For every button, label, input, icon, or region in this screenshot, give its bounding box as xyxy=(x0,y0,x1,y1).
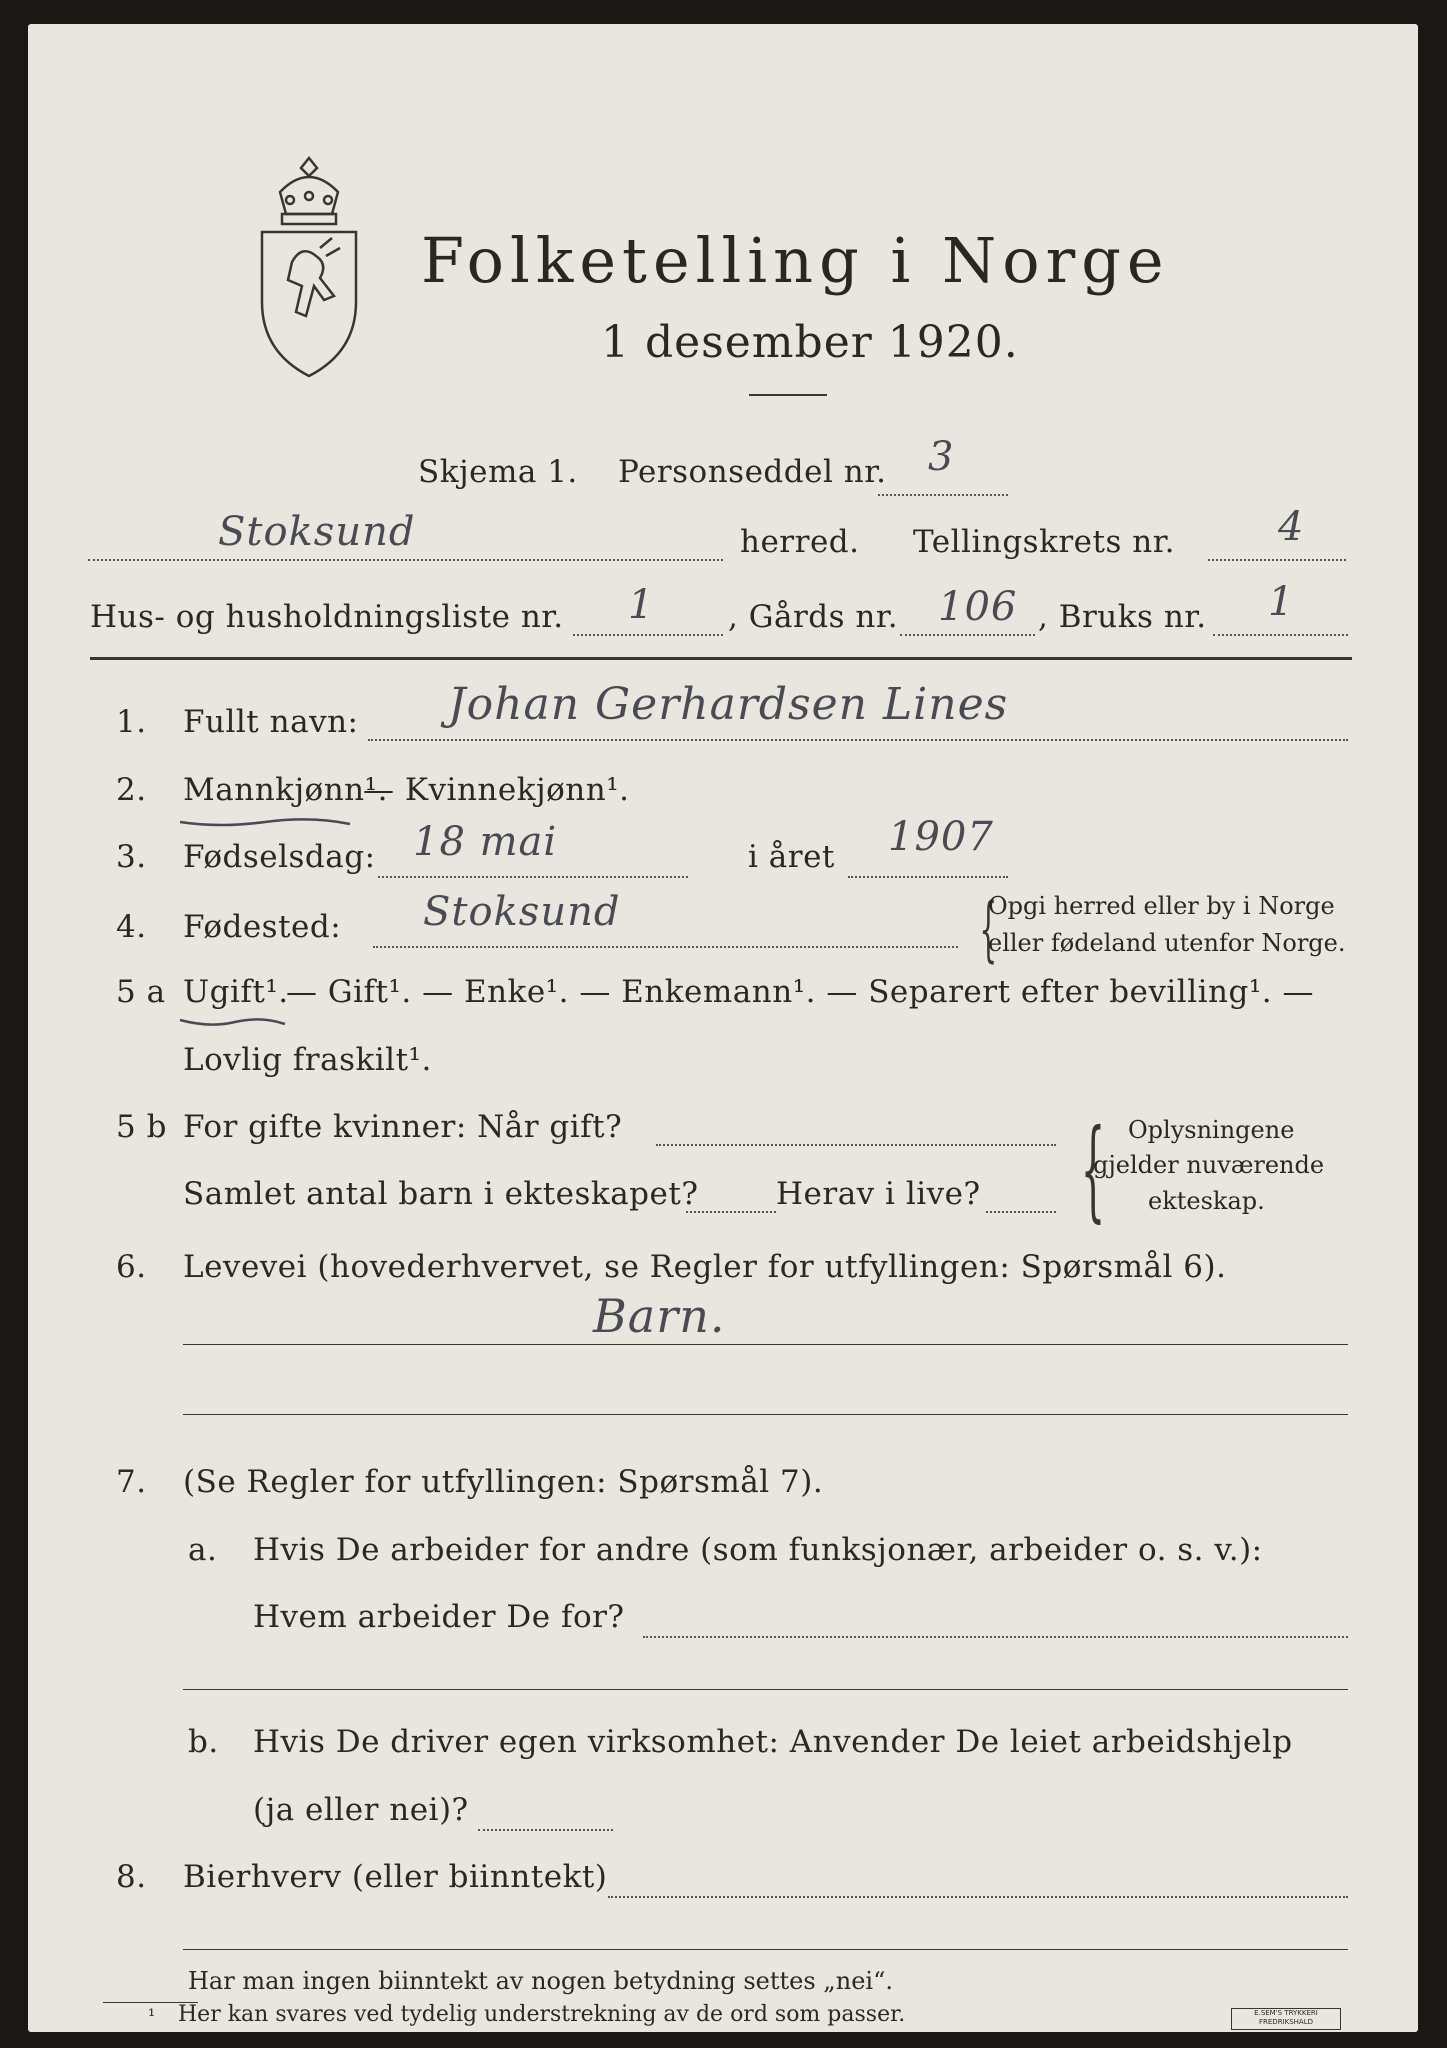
q3-year-value[interactable]: 1907 xyxy=(888,814,994,860)
q4-number: 4. xyxy=(116,909,147,945)
q5b-line2a: Samlet antal barn i ekteskapet? xyxy=(183,1176,699,1212)
q5b-children-field-line xyxy=(686,1211,776,1213)
printer-stamp-line1: E.SEM'S TRYKKERI xyxy=(1254,2009,1318,2017)
q4-field-line xyxy=(373,946,958,948)
q2-number: 2. xyxy=(116,772,147,808)
q2-male-option[interactable]: Mannkjønn¹. xyxy=(183,772,388,808)
q5b-alive-field-line xyxy=(986,1211,1056,1213)
q1-field-line xyxy=(368,739,1348,741)
gards-value[interactable]: 106 xyxy=(938,584,1018,630)
q4-label: Fødested: xyxy=(183,909,342,945)
title-divider xyxy=(749,394,827,396)
footnote-text: Her kan svares ved tydelig understrekning av de ord som passer. xyxy=(178,2002,906,2027)
bruks-field-line xyxy=(1213,634,1348,636)
q8-label: Bierhverv (eller biinntekt) xyxy=(183,1859,608,1895)
gards-field-line xyxy=(900,634,1035,636)
q3-field-line xyxy=(378,876,688,878)
q5a-line2[interactable]: Lovlig fraskilt¹. xyxy=(183,1042,432,1078)
q5b-married-field-line xyxy=(656,1144,1056,1146)
bruks-value[interactable]: 1 xyxy=(1268,579,1295,625)
q5b-note-line3: ekteskap. xyxy=(1148,1187,1265,1215)
q7-number: 7. xyxy=(116,1464,147,1500)
printer-stamp-line2: FREDRIKSHALD xyxy=(1258,2018,1313,2026)
census-form xyxy=(28,24,1418,2032)
q1-label: Fullt navn: xyxy=(183,704,359,740)
q1-value[interactable]: Johan Gerhardsen Lines xyxy=(448,679,1009,730)
q5a-other-options[interactable]: — Gift¹. — Enke¹. — Enkemann¹. — Separert efter bevilling¹. — xyxy=(286,974,1314,1010)
q5a-underline-mark xyxy=(178,1014,288,1028)
q7-label: (Se Regler for utfyllingen: Spørsmål 7). xyxy=(183,1464,824,1500)
schema-label: Skjema 1. xyxy=(418,454,578,490)
q7b-line1: Hvis De driver egen virksomhet: Anvender De leiet arbeidshjelp xyxy=(253,1724,1293,1760)
q8-number: 8. xyxy=(116,1859,147,1895)
q7a-line2: Hvem arbeider De for? xyxy=(253,1599,625,1635)
q5b-note-line2: gjelder nuværende xyxy=(1093,1151,1325,1179)
herred-field-line xyxy=(88,559,723,561)
krets-label: Tellingskrets nr. xyxy=(913,524,1175,560)
herred-value[interactable]: Stoksund xyxy=(218,509,416,555)
q7b-letter: b. xyxy=(188,1724,219,1760)
q8-note: Har man ingen biinntekt av nogen betydning settes „nei“. xyxy=(188,1967,893,1995)
q3-year-label: i året xyxy=(748,839,835,875)
q7a-field-line2[interactable] xyxy=(183,1689,1348,1690)
herred-label: herred. xyxy=(740,524,860,560)
q5b-line1: For gifte kvinner: Når gift? xyxy=(183,1109,623,1145)
q7a-line1: Hvis De arbeider for andre (som funksjonær, arbeider o. s. v.): xyxy=(253,1532,1263,1568)
gards-label: , Gårds nr. xyxy=(728,599,899,635)
bruks-label: , Bruks nr. xyxy=(1038,599,1207,635)
krets-field-line xyxy=(1208,559,1346,561)
form-title: Folketelling i Norge xyxy=(421,224,1170,297)
q5a-ugift-option[interactable]: Ugift¹. xyxy=(183,974,289,1010)
q7b-field-line[interactable] xyxy=(478,1829,613,1831)
q6-number: 6. xyxy=(116,1249,147,1285)
q7a-field-line[interactable] xyxy=(643,1636,1348,1638)
q3-date-value[interactable]: 18 mai xyxy=(413,819,558,865)
q2-female-option[interactable]: — Kvinnekjønn¹. xyxy=(363,772,630,808)
coat-of-arms-emblem xyxy=(250,152,368,382)
q8-field-line[interactable] xyxy=(608,1896,1348,1898)
footnote-mark: ¹ xyxy=(148,2006,156,2027)
person-label: Personseddel nr. xyxy=(618,454,887,490)
q5b-line2b: Herav i live? xyxy=(776,1176,981,1212)
q4-note-line1: Opgi herred eller by i Norge xyxy=(988,892,1335,920)
person-field-line xyxy=(878,494,1008,496)
q3-label: Fødselsdag: xyxy=(183,839,376,875)
header-rule xyxy=(90,657,1352,660)
q6-label: Levevei (hovederhvervet, se Regler for utfyllingen: Spørsmål 6). xyxy=(183,1249,1227,1285)
q2-underline-mark xyxy=(178,814,353,828)
hus-value[interactable]: 1 xyxy=(628,582,655,628)
krets-value[interactable]: 4 xyxy=(1278,504,1305,550)
q6-value[interactable]: Barn. xyxy=(593,1289,726,1343)
person-number-value[interactable]: 3 xyxy=(928,434,955,480)
q5b-number: 5 b xyxy=(116,1109,167,1145)
q4-brace: { xyxy=(979,888,998,970)
q4-note-line2: eller fødeland utenfor Norge. xyxy=(988,929,1346,957)
q6-field-line1 xyxy=(183,1344,1348,1345)
q3-year-field-line xyxy=(848,876,1008,878)
printer-stamp xyxy=(1231,2008,1341,2030)
q7b-line2: (ja eller nei)? xyxy=(253,1792,469,1828)
q8-field-line2[interactable] xyxy=(183,1949,1348,1950)
q1-number: 1. xyxy=(116,704,147,740)
q5b-brace: { xyxy=(1080,1105,1106,1233)
hus-field-line xyxy=(573,634,723,636)
q7a-letter: a. xyxy=(188,1532,218,1568)
form-subtitle: 1 desember 1920. xyxy=(601,317,1019,368)
q3-number: 3. xyxy=(116,839,147,875)
q4-value[interactable]: Stoksund xyxy=(423,889,621,935)
q5b-note-line1: Oplysningene xyxy=(1128,1116,1295,1144)
q6-field-line2 xyxy=(183,1414,1348,1415)
q5a-number: 5 a xyxy=(116,974,166,1010)
hus-label: Hus- og husholdningsliste nr. xyxy=(90,599,564,635)
